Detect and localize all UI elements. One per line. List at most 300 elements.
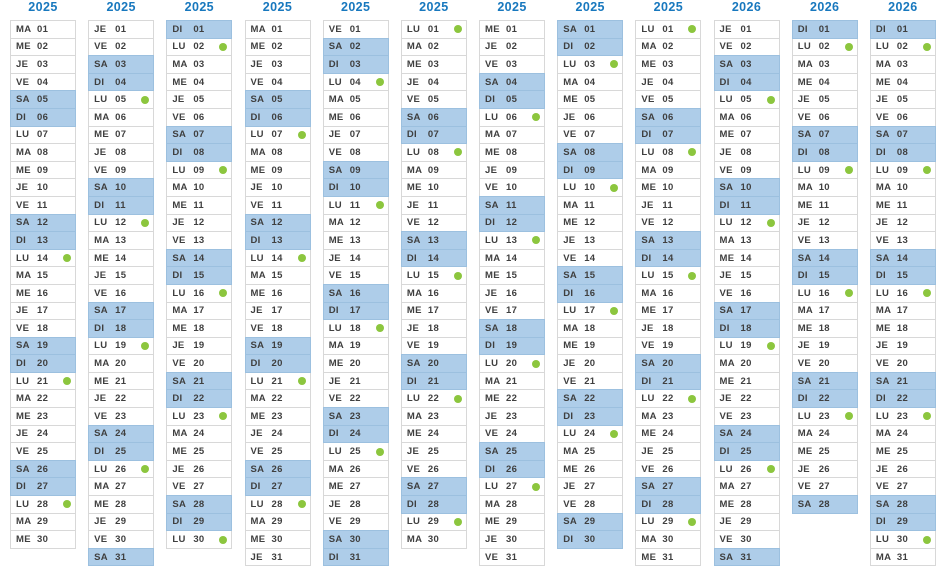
day-cell — [10, 143, 76, 162]
day-number: 29 — [662, 516, 674, 528]
weekday-label: JE — [172, 94, 185, 106]
weekday-label: DI — [641, 252, 652, 264]
day-number: 21 — [115, 375, 127, 387]
event-dot-icon — [923, 536, 931, 544]
day-cell — [323, 214, 389, 233]
day-cell — [870, 73, 936, 92]
day-cell — [10, 20, 76, 39]
day-cell — [323, 178, 389, 197]
weekday-label: JE — [172, 340, 185, 352]
day-number: 12 — [662, 217, 674, 229]
weekday-label: MA — [875, 182, 892, 194]
day-cell — [557, 425, 623, 444]
day-cell — [792, 372, 858, 391]
day-number: 11 — [115, 199, 126, 211]
day-number: 21 — [349, 375, 361, 387]
day-cell — [166, 389, 232, 408]
day-cell — [557, 231, 623, 250]
weekday-label: VE — [328, 516, 342, 528]
day-cell — [635, 407, 701, 426]
day-number: 29 — [584, 516, 596, 528]
weekday-label: VE — [250, 322, 264, 334]
day-number: 07 — [818, 129, 830, 141]
weekday-label: MA — [719, 481, 735, 493]
weekday-label: LU — [406, 393, 421, 405]
weekday-label: ME — [797, 76, 813, 88]
day-cell — [10, 231, 76, 250]
weekday-label: MA — [641, 534, 657, 546]
day-number: 23 — [349, 410, 361, 422]
day-number: 17 — [896, 305, 909, 317]
weekday-label: MA — [328, 94, 345, 106]
day-cell — [245, 249, 311, 268]
day-number: 22 — [740, 393, 752, 405]
weekday-label: DI — [875, 146, 886, 158]
weekday-label: JE — [406, 76, 420, 88]
weekday-label: JE — [16, 305, 29, 317]
weekday-label: LU — [875, 287, 890, 299]
year-label: 2026 — [731, 0, 762, 14]
day-cell — [792, 442, 858, 461]
day-cell — [245, 548, 311, 566]
month-column — [323, 0, 389, 566]
weekday-label: ME — [563, 217, 579, 229]
weekday-label: DI — [641, 375, 652, 387]
day-number: 02 — [115, 41, 127, 53]
day-cell — [245, 530, 311, 549]
day-cell — [166, 55, 232, 74]
weekday-label: VE — [406, 94, 421, 106]
weekday-label: SA — [328, 287, 343, 299]
year-label: 2025 — [262, 0, 293, 14]
weekday-label: DI — [16, 481, 27, 493]
day-number: 24 — [584, 428, 596, 440]
weekday-label: LU — [485, 481, 499, 493]
day-number: 13 — [115, 234, 127, 246]
day-cell — [479, 407, 545, 426]
weekday-label: VE — [641, 463, 655, 475]
day-number: 06 — [271, 111, 283, 123]
weekday-label: MA — [797, 428, 814, 440]
weekday-label: SA — [172, 252, 187, 264]
weekday-label: LU — [94, 463, 108, 475]
day-number: 18 — [506, 322, 518, 334]
weekday-label: DI — [875, 393, 886, 405]
weekday-label: VE — [875, 234, 890, 246]
day-number: 09 — [584, 164, 596, 176]
day-number: 17 — [584, 305, 596, 317]
day-number: 21 — [818, 375, 830, 387]
weekday-label: VE — [250, 446, 264, 458]
day-cell — [557, 302, 623, 321]
day-cell — [166, 143, 232, 162]
weekday-label: JE — [328, 498, 341, 510]
weekday-label: JE — [875, 217, 889, 229]
day-cell — [870, 319, 936, 338]
weekday-label: SA — [719, 58, 734, 70]
day-number: 04 — [662, 76, 674, 88]
day-cell — [792, 126, 858, 145]
day-cell — [323, 407, 389, 426]
day-cell — [635, 161, 701, 180]
day-number: 05 — [818, 94, 830, 106]
day-number: 04 — [427, 76, 440, 88]
day-number: 05 — [896, 94, 909, 106]
weekday-label: ME — [16, 410, 31, 422]
day-cell — [792, 389, 858, 408]
day-cell — [714, 284, 780, 303]
weekday-label: MA — [94, 481, 110, 493]
day-cell — [792, 284, 858, 303]
weekday-label: VE — [16, 322, 30, 334]
day-cell — [401, 55, 467, 74]
day-cell — [401, 108, 467, 127]
weekday-label: SA — [875, 375, 890, 387]
day-cell — [557, 55, 623, 74]
weekday-label: SA — [563, 516, 578, 528]
day-cell — [10, 249, 76, 268]
day-cell — [870, 407, 936, 426]
month-column — [401, 0, 467, 566]
day-number: 02 — [662, 41, 674, 53]
weekday-label: DI — [172, 23, 183, 35]
day-number: 21 — [740, 375, 752, 387]
weekday-label: LU — [250, 375, 264, 387]
day-number: 06 — [506, 111, 518, 123]
weekday-label: MA — [172, 428, 188, 440]
weekday-label: ME — [94, 129, 110, 141]
day-cell — [166, 196, 232, 215]
day-number: 27 — [271, 481, 283, 493]
day-number: 15 — [193, 270, 205, 282]
weekday-label: LU — [797, 41, 811, 53]
day-cell — [479, 530, 545, 549]
day-number: 28 — [115, 498, 127, 510]
event-dot-icon — [532, 236, 540, 244]
day-cell — [245, 196, 311, 215]
day-number: 23 — [818, 410, 830, 422]
day-cell — [88, 337, 154, 356]
month-day-list — [245, 20, 311, 566]
weekday-label: MA — [328, 463, 345, 475]
weekday-label: SA — [641, 111, 656, 123]
day-cell — [479, 266, 545, 285]
day-number: 31 — [896, 551, 909, 563]
day-number: 21 — [896, 375, 909, 387]
event-dot-icon — [923, 166, 931, 174]
day-cell — [635, 38, 701, 57]
day-cell — [635, 126, 701, 145]
day-cell — [245, 20, 311, 39]
day-cell — [479, 20, 545, 39]
weekday-label: DI — [641, 498, 652, 510]
event-dot-icon — [532, 113, 540, 121]
day-number: 12 — [506, 217, 518, 229]
day-number: 18 — [349, 322, 361, 334]
weekday-label: VE — [719, 410, 733, 422]
day-cell — [870, 337, 936, 356]
day-cell — [479, 231, 545, 250]
day-number: 09 — [271, 164, 283, 176]
day-cell — [714, 354, 780, 373]
weekday-label: LU — [406, 270, 421, 282]
day-cell — [401, 214, 467, 233]
day-cell — [870, 460, 936, 479]
day-number: 18 — [271, 322, 283, 334]
weekday-label: JE — [250, 58, 263, 70]
weekday-label: JE — [485, 287, 498, 299]
weekday-label: ME — [641, 428, 657, 440]
day-number: 18 — [37, 322, 49, 334]
day-number: 05 — [584, 94, 596, 106]
day-number: 19 — [740, 340, 752, 352]
weekday-label: SA — [563, 393, 578, 405]
day-cell — [792, 73, 858, 92]
day-cell — [479, 108, 545, 127]
day-number: 02 — [818, 41, 830, 53]
day-cell — [479, 73, 545, 92]
day-cell — [714, 73, 780, 92]
day-number: 26 — [115, 463, 127, 475]
weekday-label: VE — [641, 217, 655, 229]
day-cell — [635, 284, 701, 303]
day-cell — [870, 55, 936, 74]
day-number: 24 — [740, 428, 752, 440]
weekday-label: LU — [172, 410, 186, 422]
day-number: 31 — [740, 551, 752, 563]
day-cell — [557, 73, 623, 92]
day-number: 03 — [740, 58, 752, 70]
weekday-label: DI — [328, 305, 339, 317]
day-cell — [479, 354, 545, 373]
weekday-label: ME — [406, 182, 422, 194]
day-cell — [635, 530, 701, 549]
weekday-label: MA — [250, 516, 266, 528]
weekday-label: JE — [641, 199, 654, 211]
day-cell — [557, 161, 623, 180]
event-dot-icon — [376, 448, 384, 456]
day-cell — [10, 372, 76, 391]
day-cell — [245, 407, 311, 426]
day-cell — [792, 249, 858, 268]
day-cell — [557, 337, 623, 356]
weekday-label: DI — [797, 23, 808, 35]
weekday-label: SA — [485, 199, 499, 211]
day-number: 18 — [193, 322, 205, 334]
event-dot-icon — [298, 377, 306, 385]
day-cell — [714, 513, 780, 532]
weekday-label: MA — [172, 58, 188, 70]
day-number: 02 — [349, 41, 361, 53]
day-cell — [714, 231, 780, 250]
day-number: 10 — [427, 182, 440, 194]
day-cell — [479, 38, 545, 57]
weekday-label: MA — [797, 182, 814, 194]
event-dot-icon — [767, 465, 775, 473]
day-number: 08 — [818, 146, 830, 158]
day-cell — [88, 425, 154, 444]
event-dot-icon — [845, 166, 853, 174]
weekday-label: MA — [250, 270, 266, 282]
day-cell — [323, 266, 389, 285]
weekday-label: LU — [406, 23, 421, 35]
day-cell — [245, 477, 311, 496]
day-cell — [792, 231, 858, 250]
day-number: 12 — [896, 217, 909, 229]
event-dot-icon — [688, 148, 696, 156]
day-number: 10 — [193, 182, 205, 194]
day-cell — [714, 55, 780, 74]
day-cell — [792, 196, 858, 215]
day-number: 25 — [271, 446, 283, 458]
event-dot-icon — [923, 412, 931, 420]
day-cell — [245, 108, 311, 127]
weekday-label: LU — [172, 164, 186, 176]
weekday-label: DI — [16, 358, 27, 370]
day-cell — [323, 20, 389, 39]
day-cell — [245, 178, 311, 197]
day-cell — [401, 20, 467, 39]
day-cell — [10, 178, 76, 197]
weekday-label: JE — [250, 551, 263, 563]
day-number: 27 — [662, 481, 674, 493]
weekday-label: VE — [16, 199, 30, 211]
day-number: 29 — [193, 516, 205, 528]
day-cell — [323, 302, 389, 321]
month-column — [714, 0, 780, 566]
weekday-label: JE — [485, 164, 498, 176]
day-number: 05 — [506, 94, 518, 106]
day-number: 22 — [818, 393, 830, 405]
day-cell — [88, 55, 154, 74]
day-cell — [557, 319, 623, 338]
event-dot-icon — [141, 342, 149, 350]
day-cell — [714, 178, 780, 197]
day-cell — [557, 20, 623, 39]
weekday-label: SA — [719, 551, 734, 563]
day-number: 19 — [896, 340, 909, 352]
day-number: 24 — [193, 428, 205, 440]
day-cell — [401, 407, 467, 426]
event-dot-icon — [219, 43, 227, 51]
weekday-label: MA — [719, 234, 735, 246]
weekday-label: ME — [719, 252, 735, 264]
weekday-label: VE — [172, 358, 186, 370]
weekday-label: LU — [641, 146, 655, 158]
day-cell — [401, 284, 467, 303]
weekday-label: VE — [719, 41, 733, 53]
day-cell — [401, 90, 467, 109]
day-number: 04 — [349, 76, 361, 88]
weekday-label: ME — [94, 498, 110, 510]
day-number: 13 — [193, 234, 205, 246]
day-cell — [10, 302, 76, 321]
weekday-label: VE — [250, 76, 264, 88]
day-number: 27 — [506, 481, 518, 493]
day-number: 03 — [37, 58, 49, 70]
day-cell — [10, 319, 76, 338]
day-cell — [166, 407, 232, 426]
day-number: 06 — [115, 111, 127, 123]
day-number: 15 — [427, 270, 440, 282]
day-number: 25 — [349, 446, 361, 458]
weekday-label: MA — [563, 199, 579, 211]
weekday-label: SA — [94, 305, 108, 317]
weekday-label: SA — [485, 76, 499, 88]
day-cell — [401, 425, 467, 444]
day-number: 23 — [193, 410, 205, 422]
day-number: 30 — [896, 534, 909, 546]
day-number: 28 — [740, 498, 752, 510]
weekday-label: DI — [797, 146, 808, 158]
day-cell — [401, 530, 467, 549]
weekday-label: LU — [94, 94, 108, 106]
day-cell — [323, 354, 389, 373]
day-cell — [870, 530, 936, 549]
weekday-label: DI — [406, 375, 417, 387]
day-cell — [479, 196, 545, 215]
day-cell — [323, 55, 389, 74]
day-number: 22 — [896, 393, 909, 405]
weekday-label: JE — [406, 446, 420, 458]
day-number: 19 — [427, 340, 440, 352]
day-cell — [323, 196, 389, 215]
weekday-label: LU — [875, 410, 890, 422]
weekday-label: DI — [719, 199, 730, 211]
day-number: 29 — [896, 516, 909, 528]
weekday-label: VE — [797, 234, 811, 246]
weekday-label: ME — [172, 199, 188, 211]
day-number: 25 — [662, 446, 674, 458]
day-number: 02 — [427, 41, 440, 53]
weekday-label: MA — [406, 41, 423, 53]
day-cell — [323, 38, 389, 57]
weekday-label: SA — [328, 534, 343, 546]
weekday-label: DI — [719, 76, 730, 88]
weekday-label: VE — [328, 23, 342, 35]
weekday-label: LU — [719, 463, 733, 475]
event-dot-icon — [845, 43, 853, 51]
day-number: 03 — [584, 58, 596, 70]
day-cell — [88, 442, 154, 461]
day-cell — [635, 73, 701, 92]
day-cell — [714, 249, 780, 268]
day-number: 07 — [740, 129, 752, 141]
day-number: 12 — [818, 217, 830, 229]
weekday-label: JE — [875, 463, 889, 475]
weekday-label: LU — [250, 252, 264, 264]
weekday-label: DI — [94, 322, 105, 334]
day-number: 04 — [818, 76, 830, 88]
day-number: 18 — [427, 322, 440, 334]
day-cell — [323, 372, 389, 391]
day-cell — [479, 284, 545, 303]
day-cell — [323, 530, 389, 549]
day-number: 24 — [427, 428, 440, 440]
month-day-list — [401, 20, 467, 549]
day-cell — [479, 460, 545, 479]
day-cell — [714, 161, 780, 180]
day-cell — [635, 337, 701, 356]
day-number: 14 — [349, 252, 361, 264]
weekday-label: ME — [328, 234, 344, 246]
day-cell — [245, 55, 311, 74]
weekday-label: LU — [328, 76, 342, 88]
day-cell — [245, 161, 311, 180]
weekday-label: SA — [563, 23, 578, 35]
weekday-label: LU — [719, 217, 733, 229]
weekday-label: ME — [797, 446, 813, 458]
